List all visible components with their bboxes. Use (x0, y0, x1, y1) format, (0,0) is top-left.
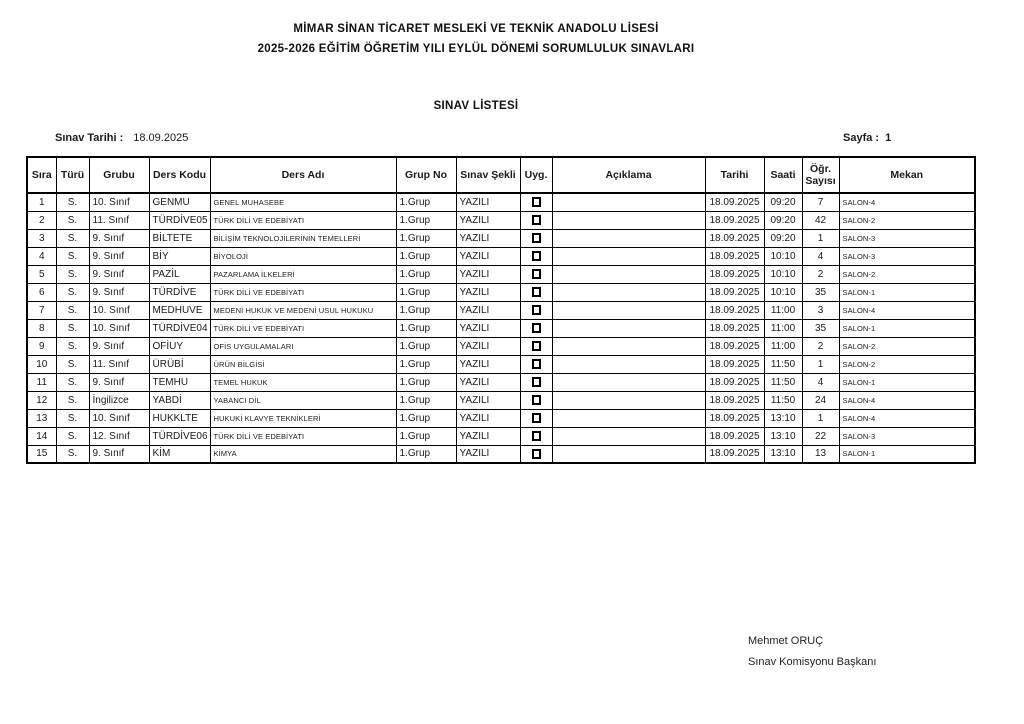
cell-grubu: 11. Sınıf (89, 355, 149, 373)
cell-mekan: SALON-2 (839, 265, 975, 283)
cell-aciklama (552, 319, 705, 337)
uyg-checkbox (532, 215, 541, 225)
cell-sinav-sekli: YAZILI (456, 211, 520, 229)
cell-turu: S. (56, 193, 89, 211)
cell-grubu: 9. Sınıf (89, 337, 149, 355)
cell-grup-no: 1.Grup (396, 427, 456, 445)
cell-grup-no: 1.Grup (396, 229, 456, 247)
table-row (27, 409, 975, 427)
cell-tarihi: 18.09.2025 (705, 283, 764, 301)
cell-sinav-sekli: YAZILI (456, 337, 520, 355)
cell-turu: S. (56, 355, 89, 373)
cell-tarihi: 18.09.2025 (705, 409, 764, 427)
cell-ogr-sayisi: 7 (802, 193, 839, 211)
cell-tarihi: 18.09.2025 (705, 355, 764, 373)
cell-saati: 10:10 (764, 283, 802, 301)
cell-aciklama (552, 337, 705, 355)
cell-aciklama (552, 247, 705, 265)
table-row (27, 265, 975, 283)
page-number: 1 (885, 132, 892, 144)
cell-saati: 09:20 (764, 229, 802, 247)
cell-sinav-sekli: YAZILI (456, 373, 520, 391)
cell-grup-no: 1.Grup (396, 247, 456, 265)
cell-ogr-sayisi: 22 (802, 427, 839, 445)
cell-grubu: 10. Sınıf (89, 193, 149, 211)
cell-ders-kodu: BİLTETE (149, 229, 210, 247)
table-row (27, 301, 975, 319)
uyg-checkbox (532, 197, 541, 207)
cell-ders-kodu: TÜRDİVE05 (149, 211, 210, 229)
cell-turu: S. (56, 445, 89, 463)
cell-mekan: SALON-4 (839, 391, 975, 409)
cell-aciklama (552, 445, 705, 463)
cell-sira: 6 (27, 283, 56, 301)
uyg-checkbox (532, 341, 541, 351)
cell-sinav-sekli: YAZILI (456, 409, 520, 427)
cell-ders-adi: MEDENİ HUKUK VE MEDENİ USUL HUKUKU (210, 301, 396, 319)
cell-aciklama (552, 355, 705, 373)
cell-ogr-sayisi: 42 (802, 211, 839, 229)
signature-block (748, 631, 876, 673)
table-row (27, 211, 975, 229)
cell-grup-no: 1.Grup (396, 319, 456, 337)
cell-grubu: 10. Sınıf (89, 409, 149, 427)
cell-sira: 8 (27, 319, 56, 337)
exam-date-row (55, 132, 188, 144)
cell-uyg (520, 229, 552, 247)
cell-aciklama (552, 427, 705, 445)
column-header-sira: Sıra (27, 157, 56, 193)
cell-uyg (520, 193, 552, 211)
document-subtitle: 2025-2026 EĞİTİM ÖĞRETİM YILI EYLÜL DÖNEMİ SORUMLULUK SINAVLARI (257, 43, 695, 55)
cell-aciklama (552, 373, 705, 391)
cell-ogr-sayisi: 35 (802, 319, 839, 337)
cell-ders-adi: PAZARLAMA İLKELERİ (210, 265, 396, 283)
cell-ders-adi: ÜRÜN BİLGİSİ (210, 355, 396, 373)
cell-ders-kodu: PAZİL (149, 265, 210, 283)
cell-sira: 2 (27, 211, 56, 229)
cell-ogr-sayisi: 1 (802, 229, 839, 247)
cell-tarihi: 18.09.2025 (705, 391, 764, 409)
cell-grup-no: 1.Grup (396, 391, 456, 409)
cell-sinav-sekli: YAZILI (456, 391, 520, 409)
column-header-turu: Türü (56, 157, 89, 193)
cell-sinav-sekli: YAZILI (456, 247, 520, 265)
cell-ders-adi: BİLİŞİM TEKNOLOJİLERİNİN TEMELLERİ (210, 229, 396, 247)
cell-ders-kodu: KİM (149, 445, 210, 463)
cell-grup-no: 1.Grup (396, 445, 456, 463)
cell-mekan: SALON-4 (839, 409, 975, 427)
cell-grup-no: 1.Grup (396, 301, 456, 319)
cell-ogr-sayisi: 1 (802, 409, 839, 427)
uyg-checkbox (532, 251, 541, 261)
cell-ders-kodu: HUKKLTE (149, 409, 210, 427)
cell-aciklama (552, 301, 705, 319)
table-row (27, 193, 975, 211)
column-header-saati: Saati (764, 157, 802, 193)
cell-ders-kodu: TÜRDİVE04 (149, 319, 210, 337)
signer-name: Mehmet ORUÇ (748, 635, 824, 647)
cell-ders-adi: TÜRK DİLİ VE EDEBİYATI (210, 319, 396, 337)
cell-tarihi: 18.09.2025 (705, 211, 764, 229)
cell-sira: 11 (27, 373, 56, 391)
cell-grup-no: 1.Grup (396, 283, 456, 301)
cell-ogr-sayisi: 2 (802, 265, 839, 283)
cell-ders-adi: BİYOLOJİ (210, 247, 396, 265)
cell-grubu: 11. Sınıf (89, 211, 149, 229)
cell-ders-kodu: YABDİ (149, 391, 210, 409)
cell-saati: 13:10 (764, 427, 802, 445)
cell-grubu: 9. Sınıf (89, 373, 149, 391)
cell-tarihi: 18.09.2025 (705, 265, 764, 283)
column-header-grup-no: Grup No (396, 157, 456, 193)
cell-uyg (520, 283, 552, 301)
cell-ogr-sayisi: 1 (802, 355, 839, 373)
cell-sinav-sekli: YAZILI (456, 265, 520, 283)
page-label: Sayfa : (843, 132, 880, 144)
cell-ders-kodu: ÜRÜBİ (149, 355, 210, 373)
table-row (27, 247, 975, 265)
cell-grubu: 9. Sınıf (89, 445, 149, 463)
cell-grup-no: 1.Grup (396, 211, 456, 229)
cell-saati: 11:00 (764, 337, 802, 355)
table-row (27, 283, 975, 301)
uyg-checkbox (532, 377, 541, 387)
cell-turu: S. (56, 373, 89, 391)
cell-uyg (520, 211, 552, 229)
cell-ders-kodu: GENMU (149, 193, 210, 211)
exam-date-value: 18.09.2025 (133, 132, 189, 144)
cell-tarihi: 18.09.2025 (705, 445, 764, 463)
uyg-checkbox (532, 395, 541, 405)
table-row (27, 445, 975, 463)
uyg-checkbox (532, 359, 541, 369)
uyg-checkbox (532, 323, 541, 333)
cell-mekan: SALON-1 (839, 445, 975, 463)
cell-turu: S. (56, 391, 89, 409)
list-title: SINAV LİSTESİ (433, 100, 519, 112)
cell-tarihi: 18.09.2025 (705, 427, 764, 445)
cell-turu: S. (56, 337, 89, 355)
cell-aciklama (552, 283, 705, 301)
cell-turu: S. (56, 211, 89, 229)
cell-sira: 3 (27, 229, 56, 247)
cell-aciklama (552, 409, 705, 427)
cell-ders-adi: TÜRK DİLİ VE EDEBİYATI (210, 427, 396, 445)
column-header-ders-adi: Ders Adı (210, 157, 396, 193)
column-header-ogr-sayisi: Öğr. Sayısı (802, 157, 839, 193)
cell-saati: 11:00 (764, 319, 802, 337)
column-header-mekan: Mekan (839, 157, 975, 193)
cell-uyg (520, 319, 552, 337)
column-header-uyg: Uyg. (520, 157, 552, 193)
table-row (27, 229, 975, 247)
cell-aciklama (552, 193, 705, 211)
cell-ogr-sayisi: 13 (802, 445, 839, 463)
cell-aciklama (552, 265, 705, 283)
uyg-checkbox (532, 449, 541, 459)
column-header-sinav-sekli: Sınav Şekli (456, 157, 520, 193)
cell-sinav-sekli: YAZILI (456, 355, 520, 373)
table-row (27, 319, 975, 337)
cell-ders-kodu: TÜRDİVE06 (149, 427, 210, 445)
column-header-ders-kodu: Ders Kodu (149, 157, 210, 193)
cell-saati: 11:50 (764, 373, 802, 391)
cell-ogr-sayisi: 35 (802, 283, 839, 301)
cell-mekan: SALON-4 (839, 301, 975, 319)
cell-sira: 7 (27, 301, 56, 319)
table-row (27, 391, 975, 409)
cell-tarihi: 18.09.2025 (705, 373, 764, 391)
cell-mekan: SALON-2 (839, 337, 975, 355)
cell-turu: S. (56, 283, 89, 301)
cell-turu: S. (56, 247, 89, 265)
cell-saati: 11:50 (764, 391, 802, 409)
cell-sinav-sekli: YAZILI (456, 445, 520, 463)
cell-uyg (520, 391, 552, 409)
cell-turu: S. (56, 427, 89, 445)
cell-ders-kodu: TEMHU (149, 373, 210, 391)
cell-ders-adi: TEMEL HUKUK (210, 373, 396, 391)
cell-ders-adi: HUKUKİ KLAVYE TEKNİKLERİ (210, 409, 396, 427)
table-header-row (27, 157, 975, 193)
cell-grubu: 9. Sınıf (89, 247, 149, 265)
cell-ders-kodu: BİY (149, 247, 210, 265)
cell-ders-kodu: MEDHUVE (149, 301, 210, 319)
cell-sira: 9 (27, 337, 56, 355)
cell-ders-adi: TÜRK DİLİ VE EDEBİYATI (210, 211, 396, 229)
cell-ders-adi: GENEL MUHASEBE (210, 193, 396, 211)
table-row (27, 355, 975, 373)
cell-grubu: 10. Sınıf (89, 319, 149, 337)
column-header-grubu: Grubu (89, 157, 149, 193)
cell-sinav-sekli: YAZILI (456, 427, 520, 445)
cell-saati: 10:10 (764, 265, 802, 283)
cell-grubu: İngilizce (89, 391, 149, 409)
cell-uyg (520, 247, 552, 265)
cell-ders-adi: KİMYA (210, 445, 396, 463)
cell-ogr-sayisi: 24 (802, 391, 839, 409)
cell-ogr-sayisi: 2 (802, 337, 839, 355)
cell-saati: 13:10 (764, 445, 802, 463)
cell-grup-no: 1.Grup (396, 373, 456, 391)
cell-sinav-sekli: YAZILI (456, 301, 520, 319)
uyg-checkbox (532, 431, 541, 441)
cell-tarihi: 18.09.2025 (705, 193, 764, 211)
page-indicator (843, 132, 891, 144)
cell-saati: 09:20 (764, 193, 802, 211)
cell-ders-adi: OFİS UYGULAMALARI (210, 337, 396, 355)
cell-saati: 11:00 (764, 301, 802, 319)
cell-saati: 13:10 (764, 409, 802, 427)
cell-tarihi: 18.09.2025 (705, 301, 764, 319)
cell-mekan: SALON-2 (839, 355, 975, 373)
cell-uyg (520, 265, 552, 283)
cell-sira: 12 (27, 391, 56, 409)
cell-ders-kodu: OFİUY (149, 337, 210, 355)
cell-grubu: 12. Sınıf (89, 427, 149, 445)
cell-tarihi: 18.09.2025 (705, 229, 764, 247)
cell-grup-no: 1.Grup (396, 337, 456, 355)
cell-grup-no: 1.Grup (396, 409, 456, 427)
cell-turu: S. (56, 229, 89, 247)
cell-tarihi: 18.09.2025 (705, 247, 764, 265)
column-header-aciklama: Açıklama (552, 157, 705, 193)
cell-sira: 10 (27, 355, 56, 373)
uyg-checkbox (532, 269, 541, 279)
cell-aciklama (552, 229, 705, 247)
cell-turu: S. (56, 301, 89, 319)
cell-uyg (520, 427, 552, 445)
cell-ogr-sayisi: 4 (802, 247, 839, 265)
cell-mekan: SALON-1 (839, 319, 975, 337)
cell-ogr-sayisi: 3 (802, 301, 839, 319)
signer-title: Sınav Komisyonu Başkanı (748, 656, 877, 668)
uyg-checkbox (532, 233, 541, 243)
cell-saati: 09:20 (764, 211, 802, 229)
cell-mekan: SALON-3 (839, 247, 975, 265)
exam-table-body (27, 193, 975, 463)
cell-sinav-sekli: YAZILI (456, 319, 520, 337)
uyg-checkbox (532, 413, 541, 423)
cell-uyg (520, 409, 552, 427)
cell-mekan: SALON-4 (839, 193, 975, 211)
cell-sira: 15 (27, 445, 56, 463)
cell-saati: 10:10 (764, 247, 802, 265)
table-row (27, 427, 975, 445)
cell-mekan: SALON-1 (839, 373, 975, 391)
cell-grubu: 9. Sınıf (89, 229, 149, 247)
cell-grup-no: 1.Grup (396, 265, 456, 283)
cell-grubu: 9. Sınıf (89, 265, 149, 283)
cell-tarihi: 18.09.2025 (705, 337, 764, 355)
school-name-title: MİMAR SİNAN TİCARET MESLEKİ VE TEKNİK ANADOLU LİSESİ (293, 23, 659, 35)
exam-list-table (26, 156, 976, 464)
cell-aciklama (552, 391, 705, 409)
cell-mekan: SALON-3 (839, 427, 975, 445)
cell-mekan: SALON-1 (839, 283, 975, 301)
cell-sinav-sekli: YAZILI (456, 193, 520, 211)
cell-uyg (520, 355, 552, 373)
cell-turu: S. (56, 409, 89, 427)
cell-uyg (520, 373, 552, 391)
cell-sira: 13 (27, 409, 56, 427)
cell-uyg (520, 337, 552, 355)
cell-grup-no: 1.Grup (396, 355, 456, 373)
cell-uyg (520, 301, 552, 319)
cell-sinav-sekli: YAZILI (456, 229, 520, 247)
cell-grup-no: 1.Grup (396, 193, 456, 211)
column-header-tarihi: Tarihi (705, 157, 764, 193)
cell-ders-adi: YABANCI DİL (210, 391, 396, 409)
cell-saati: 11:50 (764, 355, 802, 373)
cell-grubu: 9. Sınıf (89, 283, 149, 301)
cell-sinav-sekli: YAZILI (456, 283, 520, 301)
table-row (27, 337, 975, 355)
exam-date-label: Sınav Tarihi : (55, 132, 124, 144)
cell-ders-adi: TÜRK DİLİ VE EDEBİYATI (210, 283, 396, 301)
cell-sira: 5 (27, 265, 56, 283)
uyg-checkbox (532, 287, 541, 297)
cell-uyg (520, 445, 552, 463)
uyg-checkbox (532, 305, 541, 315)
cell-ogr-sayisi: 4 (802, 373, 839, 391)
cell-grubu: 10. Sınıf (89, 301, 149, 319)
cell-tarihi: 18.09.2025 (705, 319, 764, 337)
cell-turu: S. (56, 319, 89, 337)
cell-sira: 1 (27, 193, 56, 211)
cell-aciklama (552, 211, 705, 229)
table-row (27, 373, 975, 391)
cell-sira: 14 (27, 427, 56, 445)
cell-turu: S. (56, 265, 89, 283)
cell-ders-kodu: TÜRDİVE (149, 283, 210, 301)
cell-mekan: SALON-2 (839, 211, 975, 229)
cell-mekan: SALON-3 (839, 229, 975, 247)
cell-sira: 4 (27, 247, 56, 265)
